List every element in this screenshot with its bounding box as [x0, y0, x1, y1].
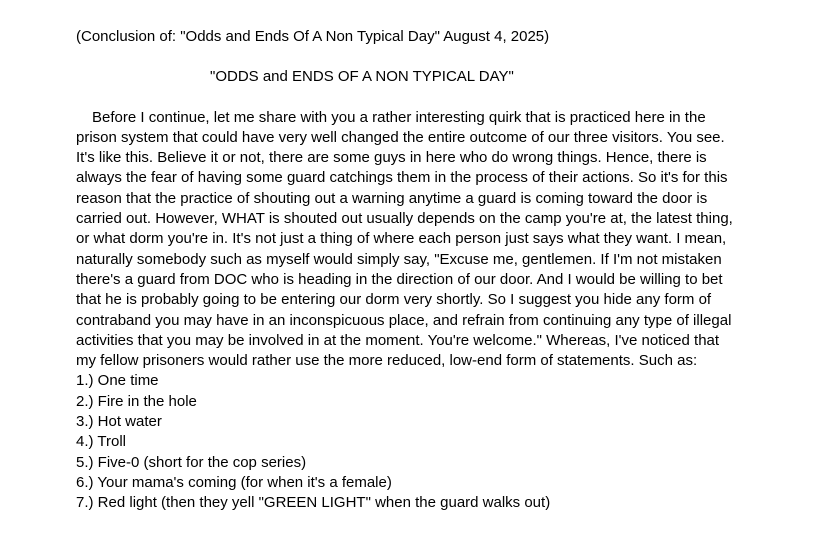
list-item: 7.) Red light (then they yell "GREEN LIGHT" when the guard walks out) [76, 494, 551, 512]
list-item: 3.) Hot water [76, 413, 162, 431]
document-title: "ODDS and ENDS OF A NON TYPICAL DAY" [210, 68, 514, 86]
body-paragraph: Before I continue, let me share with you a rather interesting quirk that is practiced here in the prison system that could have very well changed the entire outcome of our three visitors. You see. It's like this. Believe it or not, there are some guys in here who do wrong things. Hence, there is always the fear of having some guard catchings them in the process of their actions. So it's for this reason that the practice of shouting out a warning anytime a guard is coming toward the door is carried out. However, WHAT is shouted out usually depends on the camp you're at, the latest thing, or what dorm you're in. It's not just a thing of where each person just says what they want. I mean, naturally somebody such as myself would simply say, "Excuse me, gentlemen. If I'm not mistaken there's a guard from DOC who is heading in the direction of our door. And I would be willing to bet that he is probably going to be entering our dorm very shortly. So I suggest you hide any form of contraband you may have in an inconspicuous place, and refrain from continuing any type of illegal activities that you may be involved in at the moment. You're welcome." Whereas, I've noticed that my fellow prisoners would rather use the more reduced, low-end form of statements. Such as: [76, 108, 733, 370]
list-item: 5.) Five-0 (short for the cop series) [76, 453, 307, 471]
conclusion-line: (Conclusion of: "Odds and Ends Of A Non Typical Day" August 4, 2025) [76, 28, 550, 45]
list-item: 4.) Troll [76, 433, 127, 451]
list-item: 6.) Your mama's coming (for when it's a female) [76, 473, 392, 491]
warning-phrases-list [76, 371, 736, 513]
list-item: 2.) Fire in the hole [76, 392, 197, 410]
list-item: 1.) One time [76, 372, 159, 390]
document-page [76, 27, 736, 514]
